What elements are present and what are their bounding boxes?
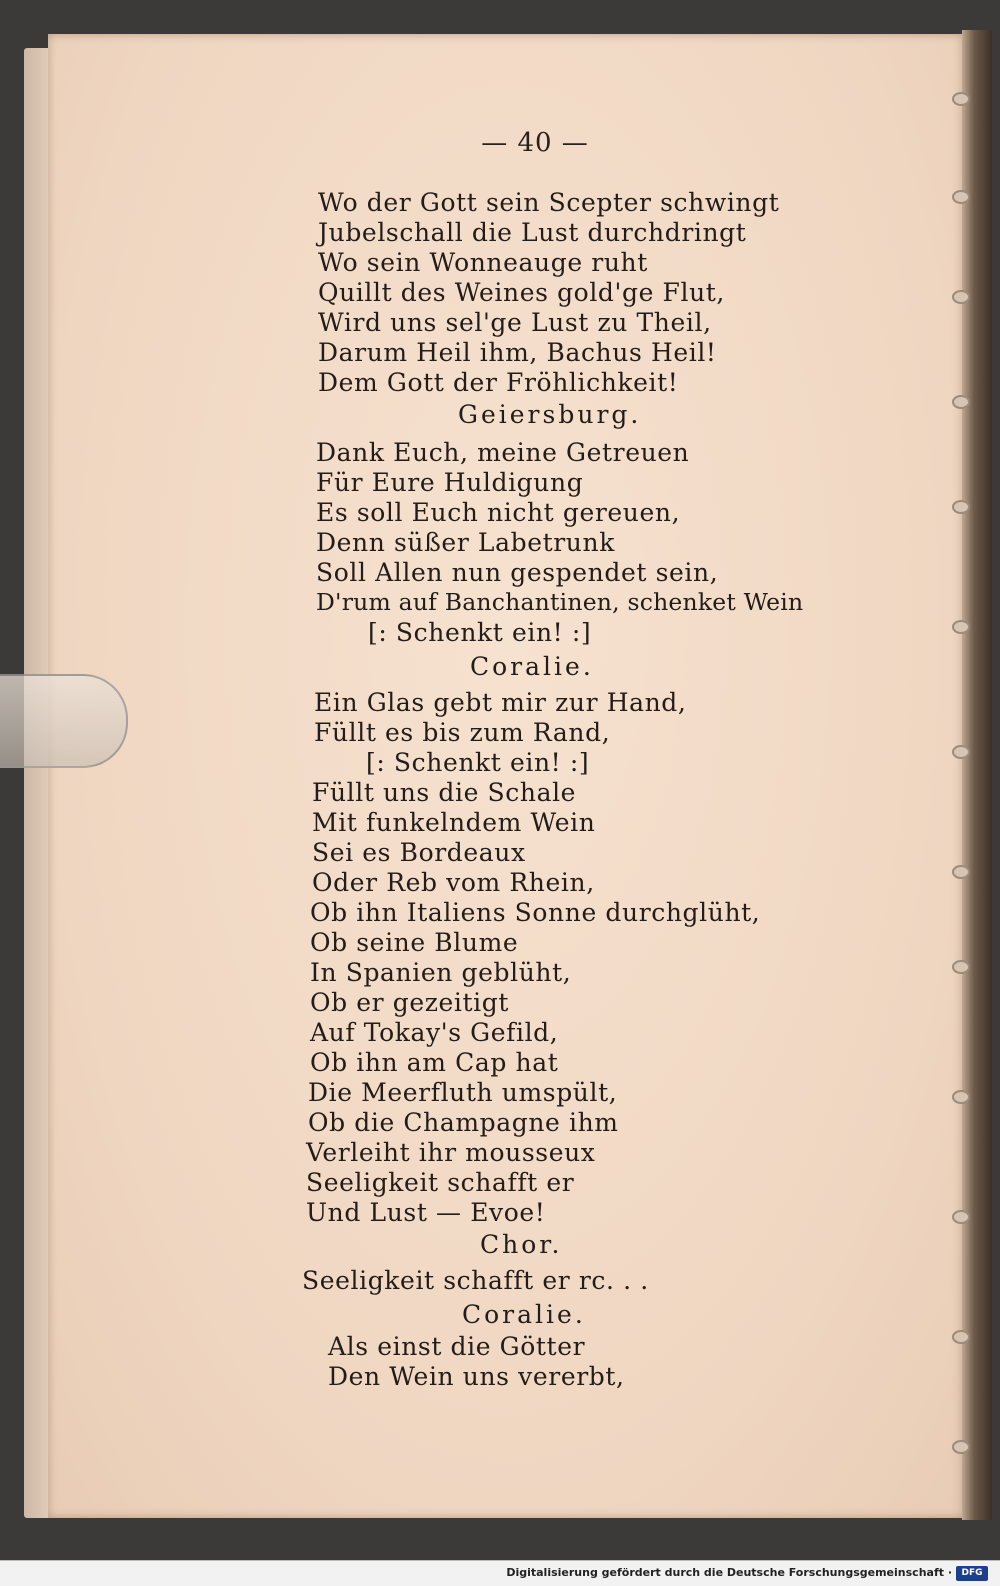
binding-stitch <box>952 960 970 974</box>
page-number: — 40 — <box>481 128 589 158</box>
text-line: Den Wein uns vererbt, <box>328 1362 625 1391</box>
binding-stitch <box>952 500 970 514</box>
text-line: Seeligkeit schafft er rc. . . <box>302 1266 649 1295</box>
text-line: Soll Allen nun gespendet sein, <box>316 558 719 587</box>
text-line: In Spanien geblüht, <box>310 958 572 987</box>
text-line: Die Meerfluth umspült, <box>308 1078 618 1107</box>
text-line: Dank Euch, meine Getreuen <box>316 438 690 467</box>
speaker-name: Coralie. <box>470 652 594 681</box>
binding-stitch <box>952 190 970 204</box>
binding-stitch <box>952 745 970 759</box>
text-line: Füllt uns die Schale <box>312 778 577 807</box>
text-line: Dem Gott der Fröhlichkeit! <box>318 368 679 397</box>
text-line: D'rum auf Banchantinen, schenket Wein <box>316 588 804 616</box>
text-line: Oder Reb vom Rhein, <box>312 868 595 897</box>
text-line: Als einst die Götter <box>328 1332 586 1361</box>
speaker-name: Geiersburg. <box>458 400 642 429</box>
page-clip <box>0 674 128 768</box>
text-line: Quillt des Weines gold'ge Flut, <box>318 278 725 307</box>
text-line: Und Lust — Evoe! <box>306 1198 546 1227</box>
binding-stitch <box>952 92 970 106</box>
speaker-name: Coralie. <box>462 1300 586 1329</box>
text-line: Verleiht ihr mousseux <box>306 1138 596 1167</box>
footer-bar <box>0 1560 1000 1586</box>
binding-stitch <box>952 1440 970 1454</box>
text-line: Seeligkeit schafft er <box>306 1168 575 1197</box>
text-line: Auf Tokay's Gefild, <box>310 1018 559 1047</box>
text-line: [: Schenkt ein! :] <box>366 748 590 777</box>
text-line: Wird uns sel'ge Lust zu Theil, <box>318 308 712 337</box>
speaker-name: Chor. <box>480 1230 563 1259</box>
text-line: Ob ihn am Cap hat <box>310 1048 559 1077</box>
binding-stitch <box>952 1330 970 1344</box>
text-line: Wo der Gott sein Scepter schwingt <box>318 188 780 217</box>
text-line: Es soll Euch nicht gereuen, <box>316 498 681 527</box>
binding-stitch <box>952 290 970 304</box>
text-line: Darum Heil ihm, Bachus Heil! <box>318 338 717 367</box>
binding-stitch <box>952 620 970 634</box>
text-line: Wo sein Wonneauge ruht <box>318 248 648 277</box>
text-line: Ob seine Blume <box>310 928 519 957</box>
text-line: Sei es Bordeaux <box>312 838 526 867</box>
footer-credit: Digitalisierung gefördert durch die Deutsche Forschungsgemeinschaft · <box>506 1566 952 1579</box>
text-line: [: Schenkt ein! :] <box>368 618 592 647</box>
binding-stitch <box>952 1090 970 1104</box>
text-line: Jubelschall die Lust durchdringt <box>318 218 747 247</box>
binding-stitch <box>952 1210 970 1224</box>
binding-stitch <box>952 395 970 409</box>
text-line: Füllt es bis zum Rand, <box>314 718 611 747</box>
binding-gutter <box>962 30 992 1520</box>
text-line: Denn süßer Labetrunk <box>316 528 615 557</box>
text-line: Mit funkelndem Wein <box>312 808 596 837</box>
text-line: Für Eure Huldigung <box>316 468 584 497</box>
text-line: Ob ihn Italiens Sonne durchglüht, <box>310 898 761 927</box>
dfg-logo: DFG <box>956 1566 988 1581</box>
text-line: Ob die Champagne ihm <box>308 1108 619 1137</box>
text-line: Ob er gezeitigt <box>310 988 509 1017</box>
text-line: Ein Glas gebt mir zur Hand, <box>314 688 687 717</box>
binding-stitch <box>952 865 970 879</box>
